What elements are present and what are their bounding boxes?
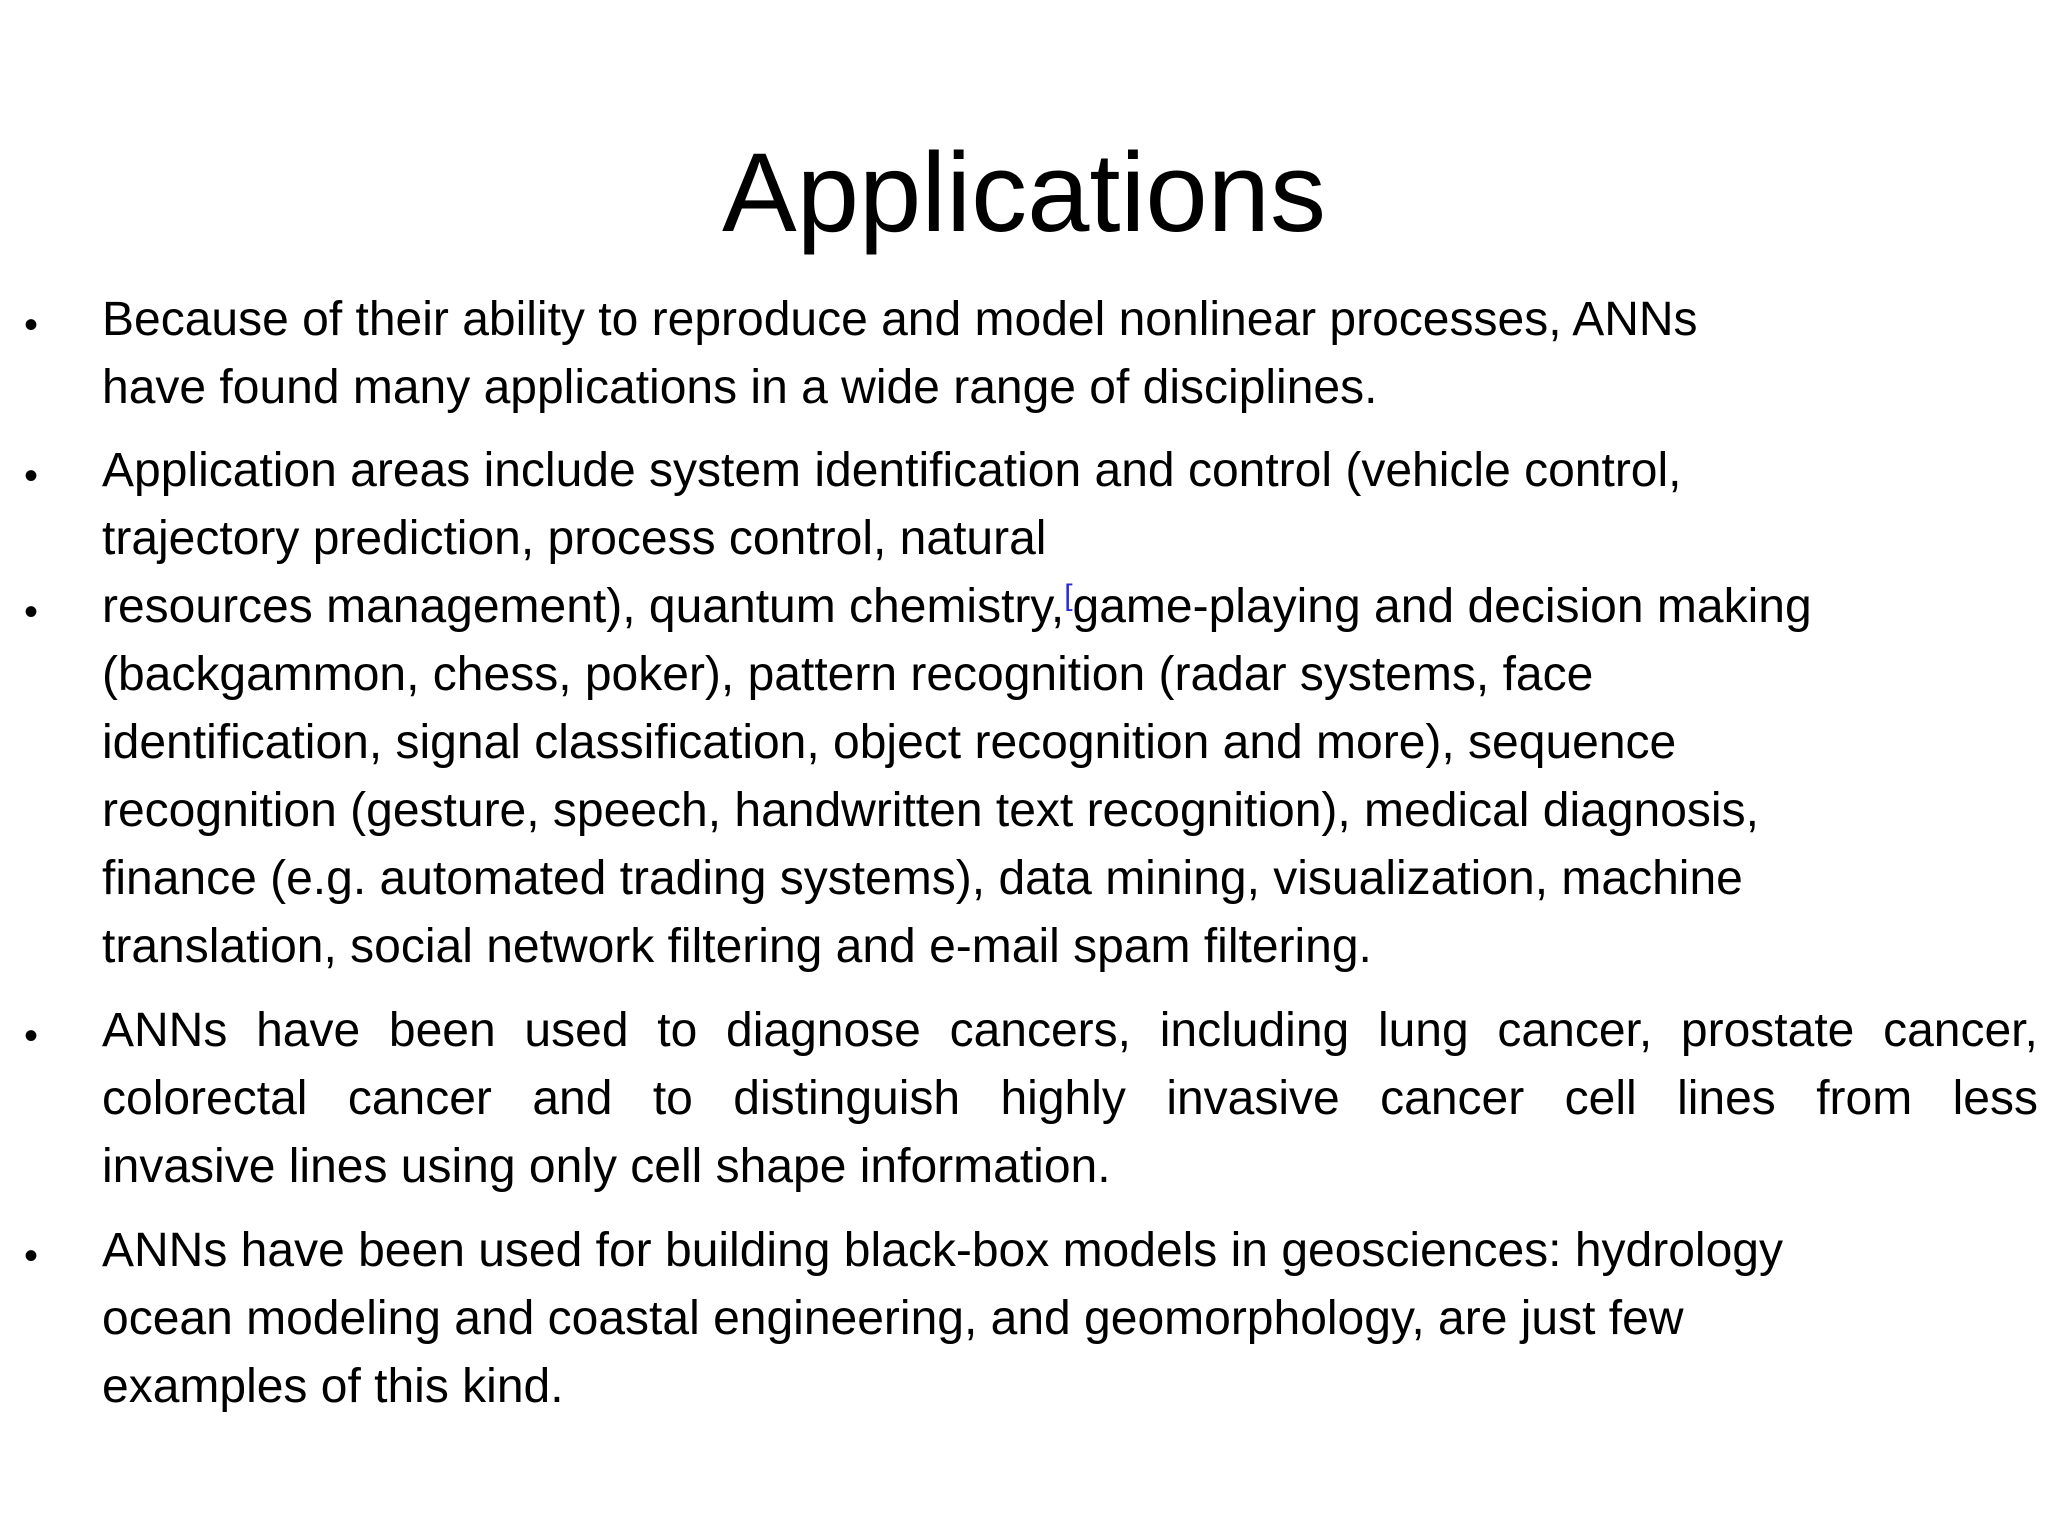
bullet-5-line-3: examples of this kind. bbox=[102, 1360, 564, 1413]
word: distinguish bbox=[733, 1072, 961, 1125]
word: been bbox=[388, 1004, 496, 1057]
bullet-3-line-1-start: resources management), quantum chemistry, bbox=[102, 580, 1065, 633]
bullet-3-line-5: finance (e.g. automated trading systems), data mining, visualization, machine bbox=[102, 852, 1743, 905]
bullet-4-line-2 bbox=[102, 1066, 2038, 1132]
word: ANNs bbox=[102, 1004, 228, 1057]
word: used bbox=[524, 1004, 629, 1057]
bullet-3-line-3: identification, signal classification, object recognition and more), sequence bbox=[102, 716, 1677, 769]
bullet-2-line-1: Application areas include system identification and control (vehicle control, bbox=[102, 444, 1682, 497]
word: invasive bbox=[1166, 1072, 1340, 1125]
word: cancer, bbox=[1883, 1004, 2038, 1057]
bullet-marker: • bbox=[24, 590, 39, 634]
word: cell bbox=[1564, 1072, 1637, 1125]
word: colorectal bbox=[102, 1072, 308, 1125]
bullet-3-line-4: recognition (gesture, speech, handwritten text recognition), medical diagnosis, bbox=[102, 784, 1759, 837]
bullet-5-line-2: ocean modeling and coastal engineering, and geomorphology, are just few bbox=[102, 1292, 1684, 1345]
word: and bbox=[532, 1072, 613, 1125]
bullet-3-line-1 bbox=[102, 574, 2042, 640]
word: cancer bbox=[347, 1072, 492, 1125]
word: to bbox=[657, 1004, 698, 1057]
bullet-marker: • bbox=[24, 1014, 39, 1058]
citation-link[interactable]: [ bbox=[1064, 579, 1073, 612]
word: less bbox=[1952, 1072, 2038, 1125]
word: cancers, bbox=[949, 1004, 1131, 1057]
word: cancer bbox=[1380, 1072, 1525, 1125]
word: including bbox=[1159, 1004, 1350, 1057]
word: cancer, bbox=[1497, 1004, 1653, 1057]
word: diagnose bbox=[726, 1004, 921, 1057]
bullet-1-line-2: have found many applications in a wide range of disciplines. bbox=[102, 361, 1378, 414]
word: lines bbox=[1677, 1072, 1776, 1125]
bullet-marker: • bbox=[24, 303, 39, 347]
word: have bbox=[256, 1004, 361, 1057]
bullet-2-line-2: trajectory prediction, process control, natural bbox=[102, 512, 1047, 565]
word: prostate bbox=[1680, 1004, 1855, 1057]
bullet-marker: • bbox=[24, 454, 39, 498]
bullet-5-line-1: ANNs have been used for building black-box models in geosciences: hydrology bbox=[102, 1224, 1783, 1277]
word: lung bbox=[1377, 1004, 1469, 1057]
slide-title: Applications bbox=[722, 130, 1326, 255]
bullet-4-line-1 bbox=[102, 998, 2038, 1064]
bullet-4-line-3: invasive lines using only cell shape information. bbox=[102, 1140, 1111, 1193]
word: highly bbox=[1000, 1072, 1126, 1125]
bullet-3-line-2: (backgammon, chess, poker), pattern recognition (radar systems, face bbox=[102, 648, 1594, 701]
bullet-1-line-1: Because of their ability to reproduce and model nonlinear processes, ANNs bbox=[102, 293, 1698, 346]
word: to bbox=[652, 1072, 693, 1125]
bullet-3-line-1-end: game-playing and decision making bbox=[1072, 580, 1812, 633]
bullet-3-line-6: translation, social network filtering and e-mail spam filtering. bbox=[102, 920, 1372, 973]
bullet-marker: • bbox=[24, 1234, 39, 1278]
word: from bbox=[1816, 1072, 1913, 1125]
